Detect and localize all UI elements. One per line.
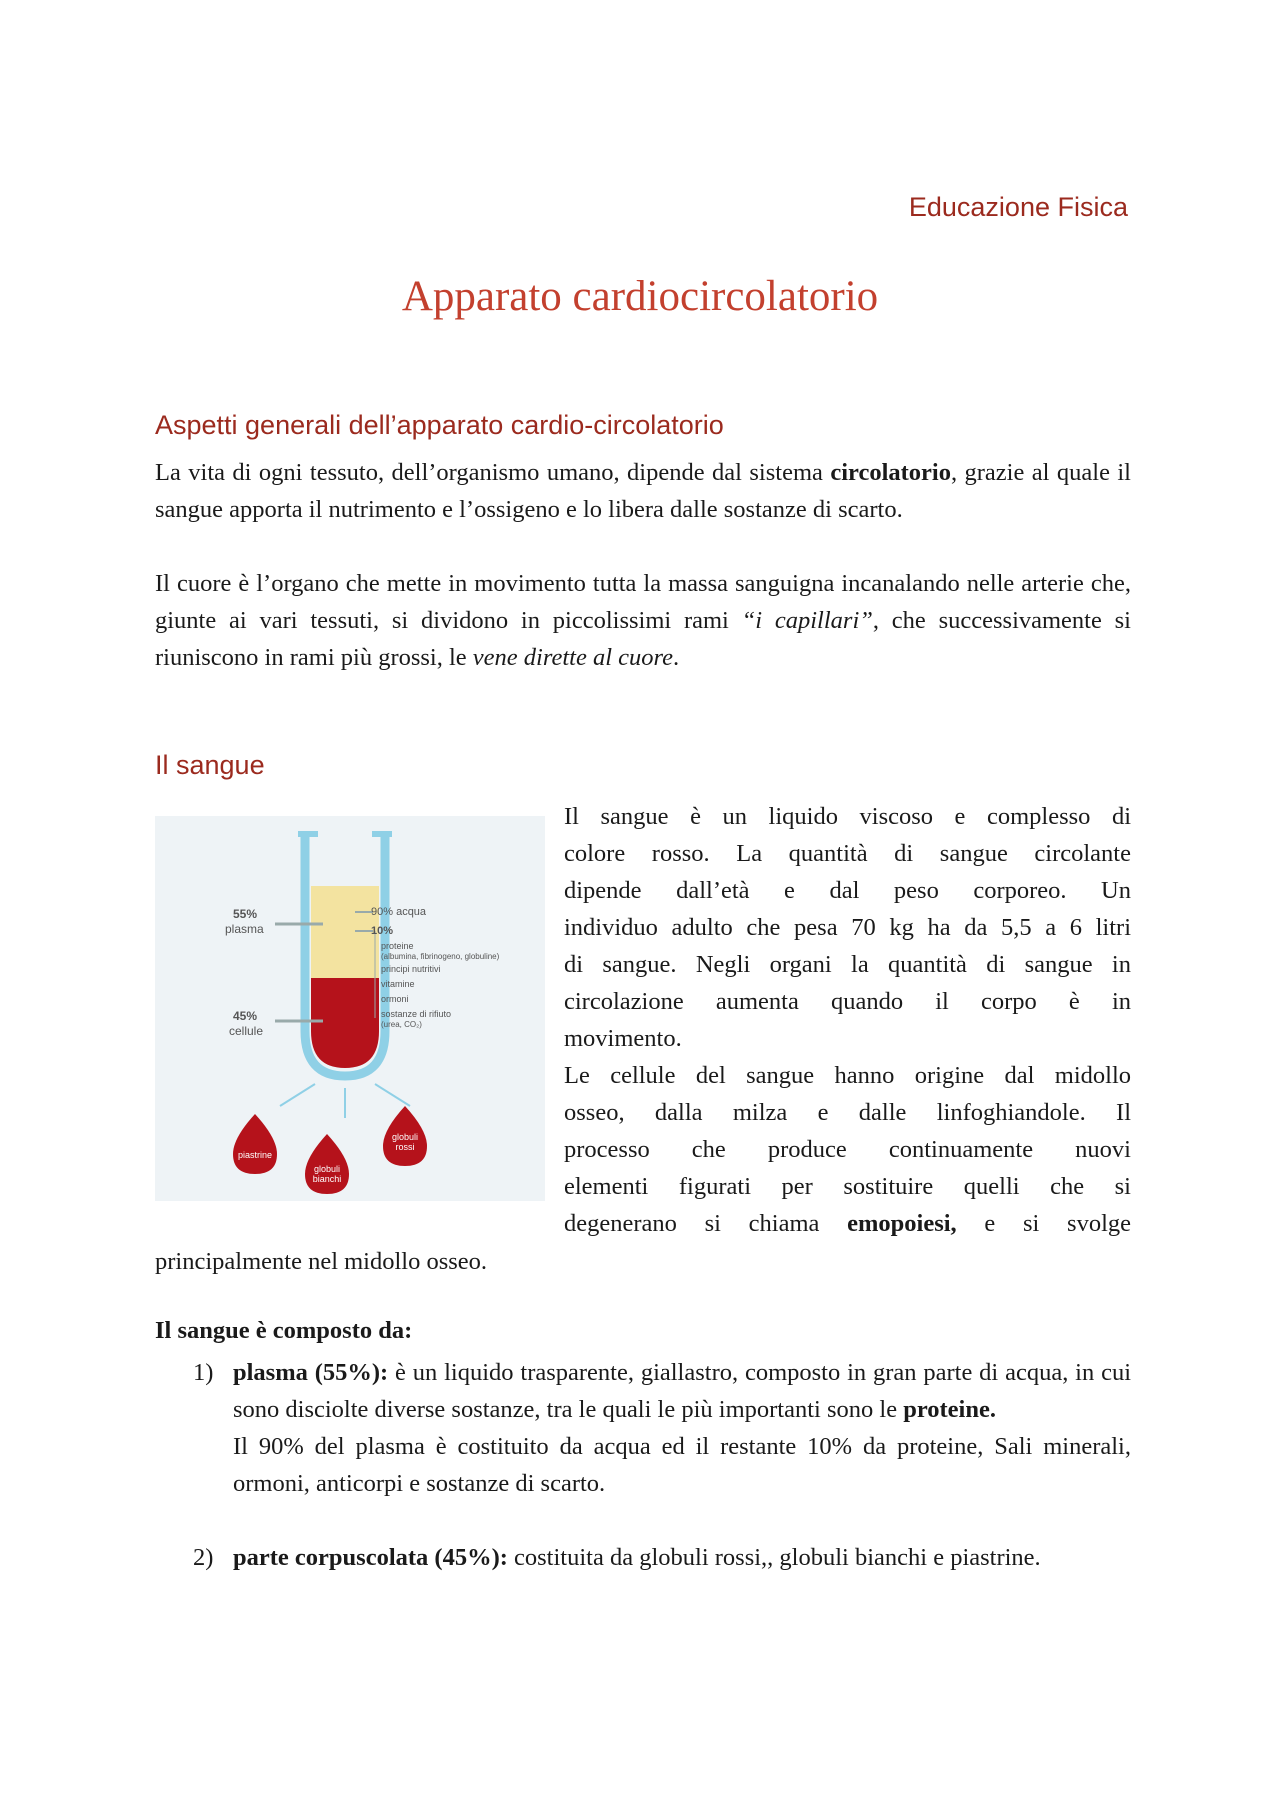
drop-white-cells-label-1: globuli (313, 1164, 341, 1174)
text-line: processo che produce continuamente nuovi (564, 1136, 1131, 1163)
drop-platelets (233, 1114, 277, 1174)
composition-heading: Il sangue è composto da: (155, 1317, 413, 1344)
text-line: di sangue. Negli organi la quantità di sangue in (564, 951, 1131, 978)
sub-item-waste: sostanze di rifiuto (381, 1009, 452, 1019)
sub-item-proteins: proteine (381, 941, 414, 951)
blood-description (564, 798, 1131, 1242)
text-line: dipende dall’età e dal peso corporeo. Un (564, 877, 1131, 904)
ten-pct-label: 10% (371, 925, 394, 937)
section-heading-general: Aspetti generali dell’apparato cardio-circolatorio (155, 410, 724, 440)
sub-item-waste-detail: (urea, CO₂) (381, 1020, 422, 1029)
sub-item-protein-types: (albumina, fibrinogeno, globuline) (381, 952, 500, 961)
paragraph-circulatory: La vita di ogni tessuto, dell’organismo umano, dipende dal sistema circolatorio, grazie al quale il sangue apporta il nutrimento e l’ossigeno e lo libera dalle sostanze di scarto. (155, 459, 1131, 523)
text-line: individuo adulto che pesa 70 kg ha da 5,5 a 6 litri (564, 914, 1131, 941)
sub-item-hormones: ormoni (381, 994, 409, 1004)
drop-white-cells-label-2: bianchi (312, 1174, 342, 1184)
drop-red-cells-label-1: globuli (391, 1132, 419, 1142)
text-line: osseo, dalla milza e dalle linfoghiandole. Il (564, 1099, 1131, 1126)
cells-label: cellule (229, 1024, 264, 1038)
sub-item-vitamins: vitamine (381, 979, 415, 989)
text-line: circolazione aumenta quando il corpo è in (564, 988, 1131, 1015)
text-line: elementi figurati per sostituire quelli che si (564, 1173, 1131, 1200)
blood-description-continuation: principalmente nel midollo osseo. (155, 1248, 488, 1275)
paragraph-heart: Il cuore è l’organo che mette in movimento tutta la massa sanguigna incanalando nelle arterie che, giunte ai vari tessuti, si dividono in piccolissimi rami “i capillari”, che successivamente si riuniscono in rami più grossi, le vene dirette al cuore. (155, 570, 1131, 671)
plasma-label: plasma (225, 922, 264, 936)
list-item-plasma-text: plasma (55%): è un liquido trasparente, giallastro, composto in gran parte di acqua, in cui sono disciolte diverse sostanze, tra le quali le più importanti sono le proteine. Il 90% del plasma è costituito da acqua ed il restante 10% da proteine, Sali minerali, ormoni, anticorpi e sostanze di scarto. (233, 1354, 1131, 1502)
ray-right (375, 1084, 410, 1106)
list-item-corpuscular (155, 1539, 1131, 1576)
list-item-plasma (155, 1354, 1131, 1502)
drop-platelets-label: piastrine (237, 1150, 273, 1160)
text-line: degenerano si chiama emopoiesi, e si svolge (564, 1210, 1132, 1237)
blood-composition-figure (155, 816, 545, 1201)
text-line: Il sangue è un liquido viscoso e complesso di (564, 803, 1131, 830)
list-item-corpuscular-text: parte corpuscolata (45%): costituita da globuli rossi,, globuli bianchi e piastrine. (233, 1544, 1041, 1571)
text-line: movimento. (564, 1025, 682, 1052)
plasma-detail: Il 90% del plasma è costituito da acqua ed il restante 10% da proteine, Sali minerali, ormoni, anticorpi e sostanze di scarto. (233, 1433, 1131, 1497)
page-title: Apparato cardiocircolatorio (401, 273, 879, 320)
drop-red-cells-label-2: rossi (395, 1142, 415, 1152)
plasma-pct-label: 55% (233, 907, 258, 921)
header-subject: Educazione Fisica (908, 192, 1128, 222)
list-number: 2) (193, 1544, 214, 1571)
list-number: 1) (193, 1359, 214, 1386)
text-line: colore rosso. La quantità di sangue circolante (564, 840, 1131, 867)
section-heading-blood: Il sangue (155, 750, 265, 780)
sub-item-nutrients: principi nutritivi (381, 964, 441, 974)
water-label: 90% acqua (371, 906, 427, 918)
cells-layer (311, 978, 379, 1068)
cells-pct-label: 45% (233, 1009, 258, 1023)
ray-left (280, 1084, 315, 1106)
text-line: Le cellule del sangue hanno origine dal midollo (564, 1062, 1131, 1089)
